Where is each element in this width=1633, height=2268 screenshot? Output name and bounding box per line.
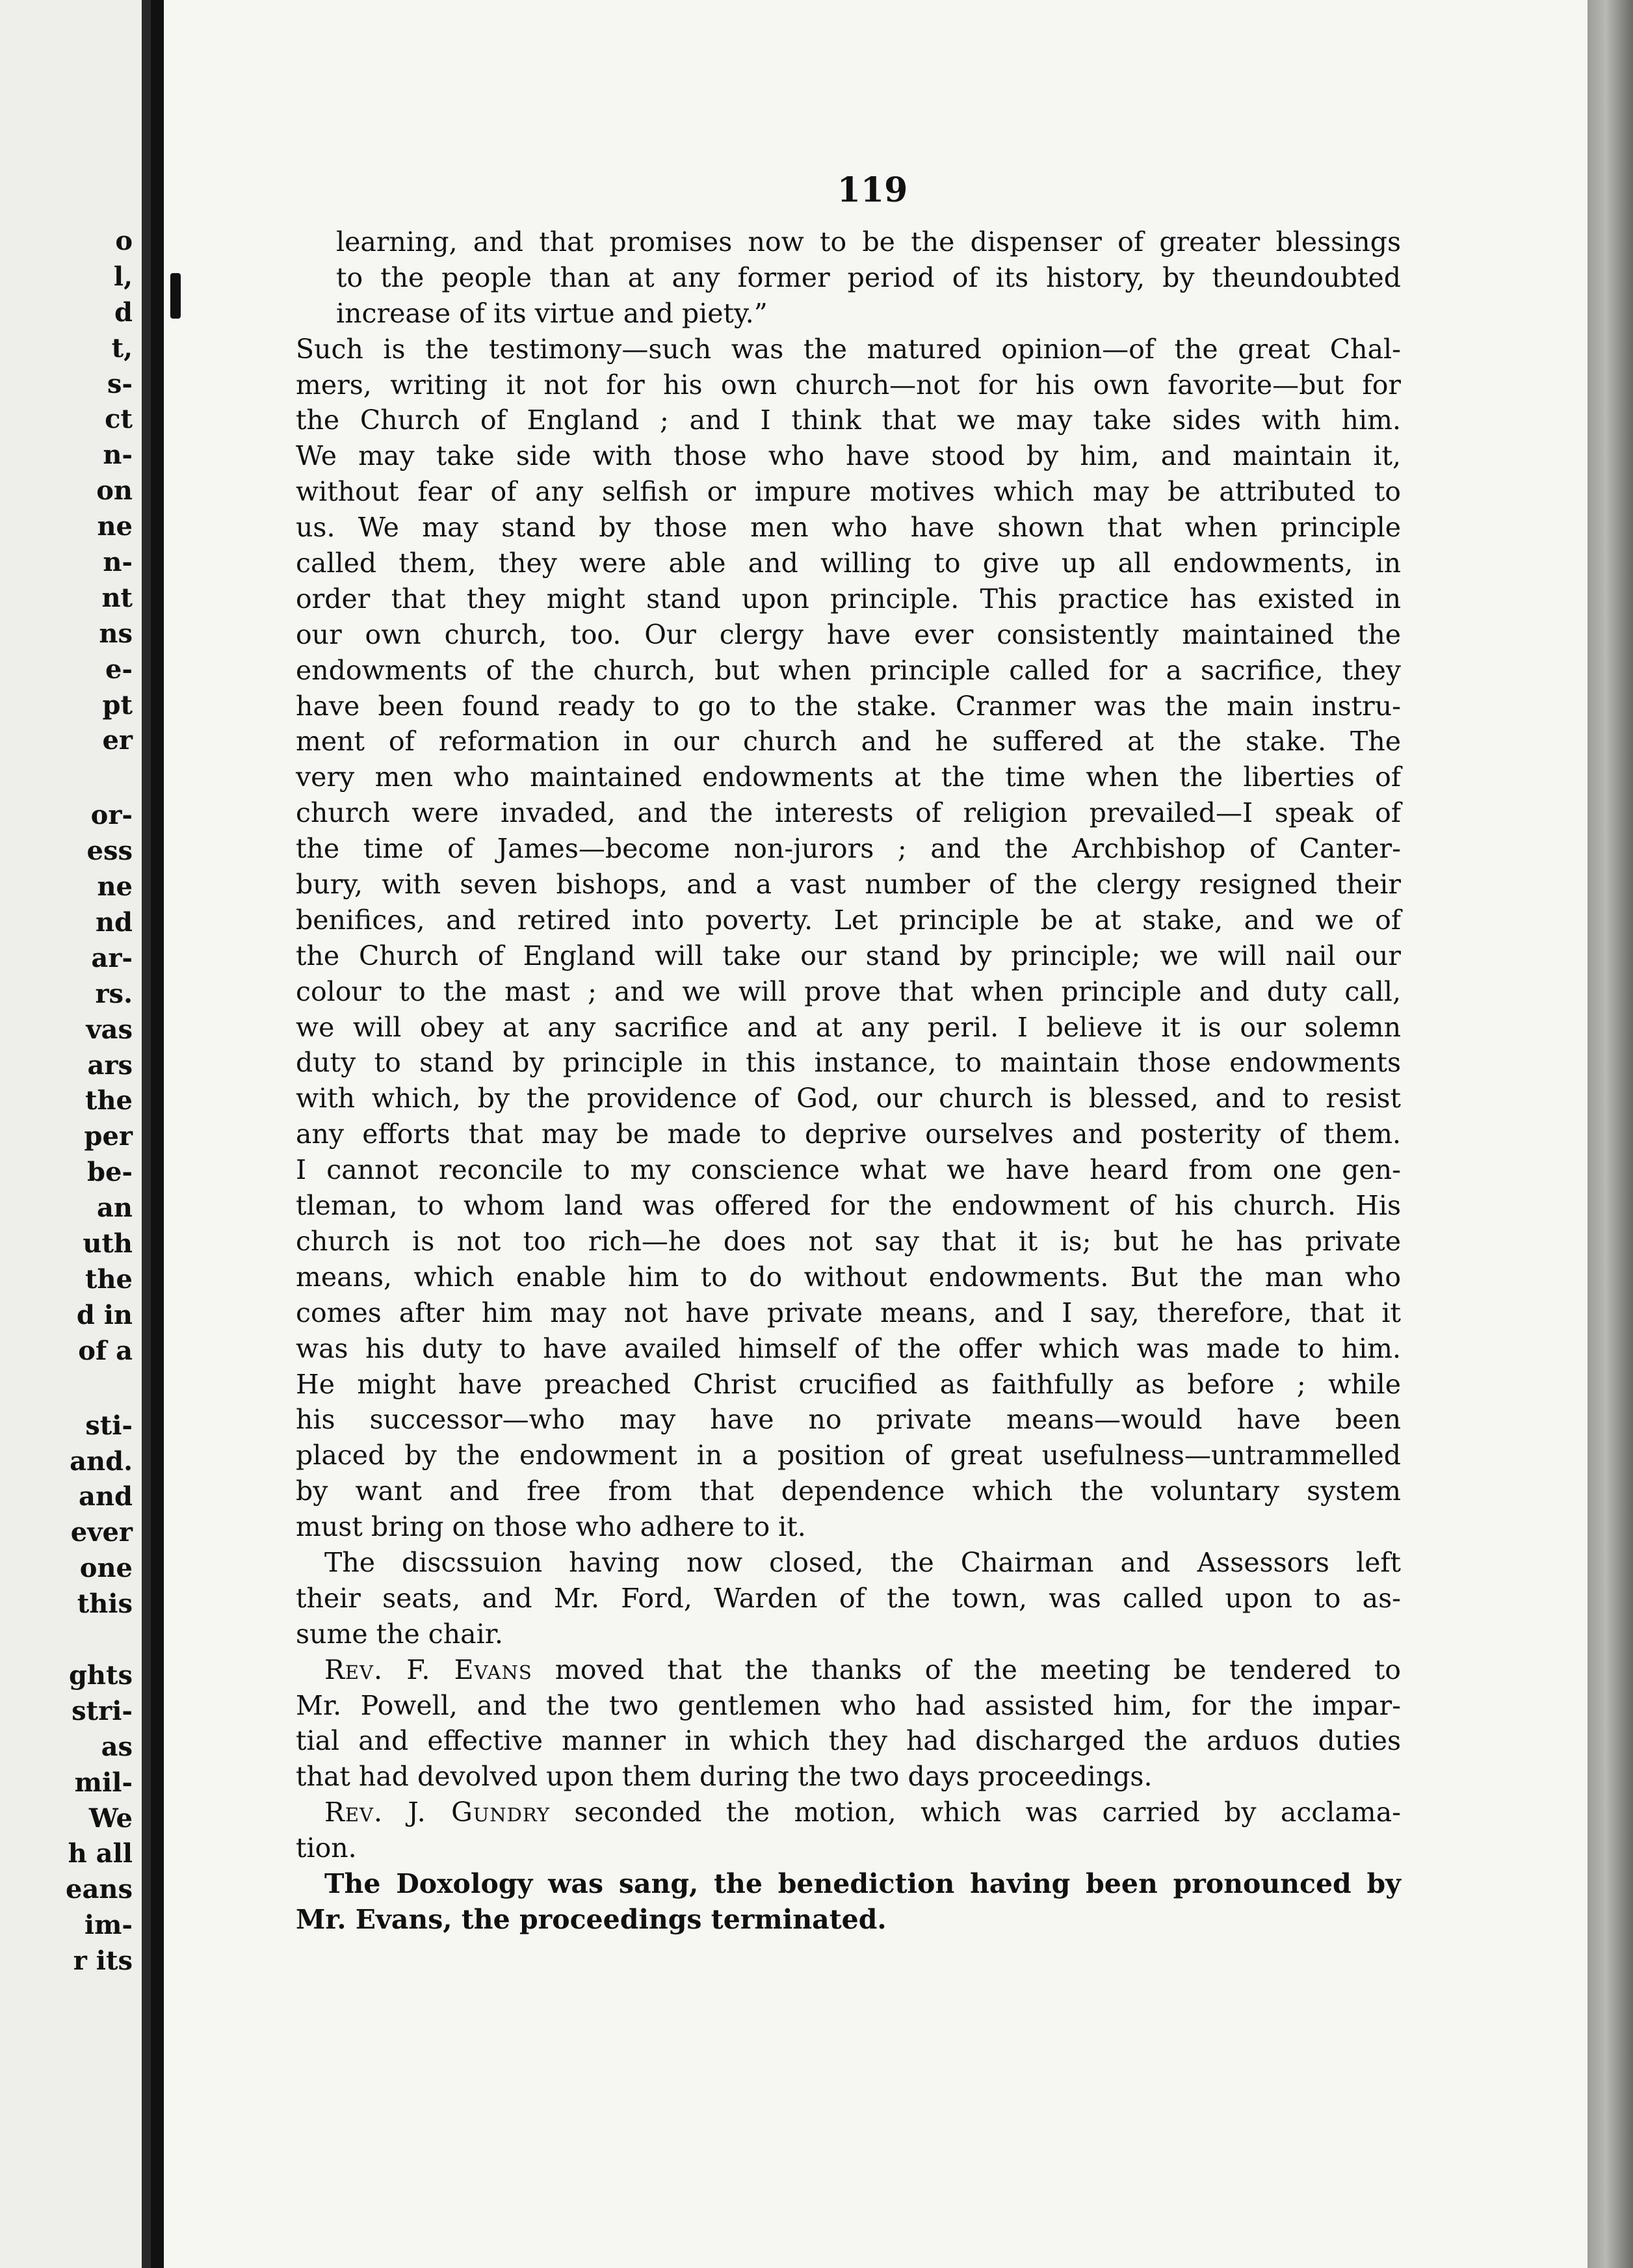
text-line-content: moved that the thanks of the meeting be tendered to <box>532 1654 1401 1685</box>
text-line: learning, and that promises now to be the dispenser of greater blessings <box>336 226 1401 257</box>
text-line: the time of James—become non-jurors ; and the Archbishop of Canter- <box>296 833 1401 865</box>
text-line: without fear of any selfish or impure motives which may be attributed to <box>296 476 1401 508</box>
adjacent-page-fragment: r its <box>73 1945 133 1977</box>
text-line: was his duty to have availed himself of the offer which was made to him. <box>296 1332 1401 1364</box>
speaker-name: Rev. F. Evans <box>324 1654 532 1685</box>
text-line: Such is the testimony—such was the matured opinion—of the great Chal- <box>296 333 1401 365</box>
adjacent-page-fragment: ess <box>86 836 133 867</box>
adjacent-page-fragment: sti- <box>85 1410 133 1441</box>
text-line: He might have preached Christ crucified as faithfully as before ; while <box>296 1368 1401 1400</box>
text-line: tial and effective manner in which they had discharged the arduos duties <box>296 1725 1401 1757</box>
text-line: any efforts that may be made to deprive ourselves and posterity of them. <box>296 1118 1401 1150</box>
text-line: the Church of England will take our stand by principle; we will nail our <box>296 940 1401 971</box>
adjacent-page-fragment: the <box>85 1085 133 1116</box>
page-body-text <box>296 224 1401 1938</box>
adjacent-page-fragment: e- <box>105 653 133 685</box>
adjacent-page-fragment: ct <box>105 404 133 435</box>
text-line: I cannot reconcile to my conscience what we have heard from one gen- <box>296 1154 1401 1186</box>
text-line: Mr. Powell, and the two gentlemen who had assisted him, for the impar- <box>296 1689 1401 1721</box>
text-line: by want and free from that dependence which the voluntary system <box>296 1475 1401 1507</box>
text-line: The discssuion having now closed, the Chairman and Assessors left <box>324 1546 1401 1578</box>
adjacent-page-fragment: ns <box>99 618 133 649</box>
adjacent-page-fragment: l, <box>113 261 133 292</box>
adjacent-page-text-fragments <box>66 224 133 1977</box>
text-line-content: seconded the motion, which was carried by acclama- <box>550 1797 1401 1828</box>
adjacent-page-fragment: t, <box>111 332 133 363</box>
adjacent-page-fragment: of a <box>78 1335 133 1366</box>
text-line: increase of its virtue and piety.” <box>336 297 768 329</box>
adjacent-page-fragment: ar- <box>91 942 133 973</box>
text-line <box>296 1795 1401 1830</box>
text-line: us. We may stand by those men who have shown that when principle <box>296 512 1401 544</box>
adjacent-page-fragment: an <box>97 1193 133 1224</box>
adjacent-page-fragment: im- <box>84 1910 133 1941</box>
text-line: have been found ready to go to the stake. Cranmer was the main instru- <box>296 690 1401 722</box>
adjacent-page-fragment: and <box>79 1481 133 1512</box>
text-line: bury, with seven bishops, and a vast number of the clergy resigned their <box>296 869 1401 901</box>
adjacent-page-fragment: ars <box>87 1049 133 1081</box>
adjacent-page-fragment: this <box>77 1589 133 1620</box>
text-line: mers, writing it not for his own church—not for his own favorite—but for <box>296 369 1401 401</box>
adjacent-page-fragment: stri- <box>72 1695 133 1726</box>
adjacent-page-fragment: one <box>79 1553 133 1584</box>
adjacent-page-sliver <box>0 0 151 2268</box>
text-line: very men who maintained endowments at the time when the liberties of <box>296 761 1401 793</box>
text-line: must bring on those who adhere to it. <box>296 1511 806 1543</box>
page-number: 119 <box>837 170 908 210</box>
text-line: church is not too rich—he does not say that it is; but he has private <box>296 1225 1401 1257</box>
text-line: The Doxology was sang, the benediction having been pronounced by <box>324 1867 1401 1899</box>
adjacent-page-fragment: d <box>114 297 133 328</box>
text-line: comes after him may not have private means, and I say, therefore, that it <box>296 1297 1401 1328</box>
adjacent-page-fragment: ever <box>70 1517 133 1548</box>
adjacent-page-fragment: h all <box>68 1838 133 1869</box>
adjacent-page-fragment: nd <box>95 907 133 938</box>
text-line: the Church of England ; and I think that we may take sides with him. <box>296 404 1401 436</box>
adjacent-page-fragment: eans <box>66 1874 133 1905</box>
text-line: placed by the endowment in a position of great usefulness—untrammelled <box>296 1440 1401 1471</box>
text-line: endowments of the church, but when principle called for a sacrifice, they <box>296 654 1401 686</box>
ink-mark <box>170 273 181 319</box>
adjacent-page-fragment: ne <box>97 871 133 903</box>
adjacent-page-fragment: mil- <box>74 1767 133 1798</box>
adjacent-page-fragment: ne <box>97 511 133 542</box>
text-line: means, which enable him to do without endowments. But the man who <box>296 1261 1401 1293</box>
book-gutter <box>142 0 151 2268</box>
text-line: with which, by the providence of God, our church is blessed, and to resist <box>296 1083 1401 1114</box>
adjacent-page-fragment: pt <box>102 689 133 720</box>
speaker-name: Rev. J. Gundry <box>324 1797 550 1828</box>
adjacent-page-fragment: n- <box>103 547 133 578</box>
adjacent-page-fragment: uth <box>83 1228 133 1259</box>
adjacent-page-fragment: rs. <box>95 978 133 1009</box>
adjacent-page-fragment: as <box>101 1731 133 1762</box>
text-line: to the people than at any former period of its history, by theundoubted <box>336 261 1401 293</box>
text-line: sume the chair. <box>296 1618 503 1650</box>
adjacent-page-fragment: nt <box>101 582 133 613</box>
text-line: our own church, too. Our clergy have ever consistently maintained the <box>296 618 1401 650</box>
adjacent-page-fragment: We <box>88 1802 133 1834</box>
adjacent-page-fragment: or- <box>90 800 133 831</box>
adjacent-page-fragment: be- <box>86 1157 133 1188</box>
text-line: tleman, to whom land was offered for the endowment of his church. His <box>296 1190 1401 1222</box>
text-line: order that they might stand upon principle. This practice has existed in <box>296 583 1401 614</box>
adjacent-page-fragment: o <box>115 226 133 256</box>
adjacent-page-fragment: per <box>84 1121 133 1152</box>
adjacent-page-fragment: on <box>96 475 133 507</box>
text-line: duty to stand by principle in this instance, to maintain those endowments <box>296 1047 1401 1079</box>
adjacent-page-fragment: d in <box>76 1299 133 1330</box>
text-line: his successor—who may have no private means—would have been <box>296 1404 1401 1436</box>
text-line: called them, they were able and willing to give up all endowments, in <box>296 547 1401 579</box>
text-line: church were invaded, and the interests of religion prevailed—I speak of <box>296 797 1401 829</box>
text-line <box>296 1652 1401 1688</box>
text-line: Mr. Evans, the proceedings terminated. <box>296 1903 887 1935</box>
adjacent-page-fragment: er <box>102 725 133 756</box>
adjacent-page-fragment: vas <box>86 1014 133 1045</box>
text-line: we will obey at any sacrifice and at any peril. I believe it is our solemn <box>296 1011 1401 1043</box>
text-line: benifices, and retired into poverty. Let principle be at stake, and we of <box>296 904 1401 936</box>
adjacent-page-fragment: and. <box>70 1445 133 1477</box>
text-line: ment of reformation in our church and he suffered at the stake. The <box>296 726 1401 758</box>
adjacent-page-fragment: the <box>85 1263 133 1295</box>
text-line: tion. <box>296 1832 357 1864</box>
text-line: that had devolved upon them during the two days proceedings. <box>296 1761 1153 1793</box>
text-line: We may take side with those who have stood by him, and maintain it, <box>296 440 1401 472</box>
page-edge-shadow <box>1587 0 1633 2268</box>
adjacent-page-fragment: ghts <box>68 1659 133 1691</box>
adjacent-page-fragment: s- <box>107 368 133 399</box>
text-line: their seats, and Mr. Ford, Warden of the town, was called upon to as- <box>296 1582 1401 1614</box>
adjacent-page-fragment: n- <box>103 440 133 471</box>
text-line: colour to the mast ; and we will prove that when principle and duty call, <box>296 975 1401 1007</box>
